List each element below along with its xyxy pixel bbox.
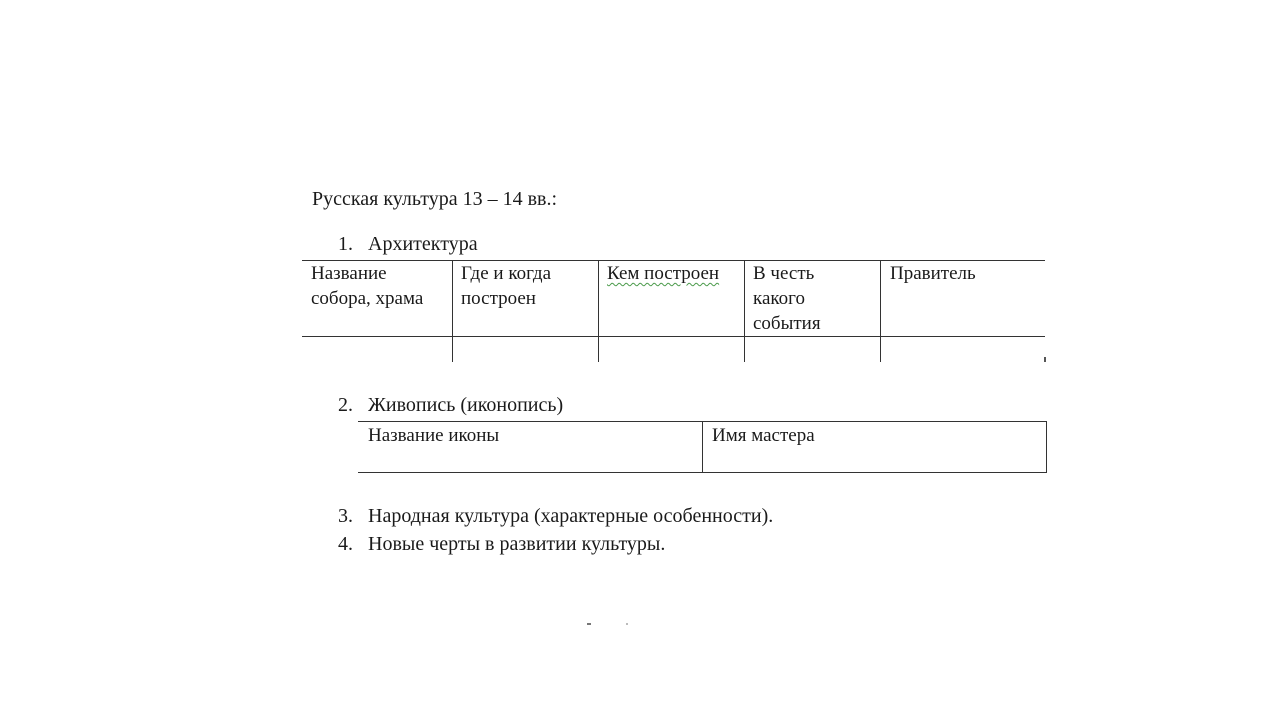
header-cell-built-by xyxy=(607,261,719,286)
section-label: Архитектура xyxy=(368,233,478,255)
section-architecture-heading xyxy=(338,231,478,257)
section-number: 2. xyxy=(338,394,353,416)
architecture-table xyxy=(302,260,1045,362)
header-line: Название xyxy=(311,263,387,284)
page-title: Русская культура 13 – 14 вв.: xyxy=(312,188,558,210)
section-label: Новые черты в развитии культуры. xyxy=(368,533,666,555)
table-row-divider xyxy=(302,336,1045,337)
header-cell-cathedral-name xyxy=(311,261,423,311)
header-cell-event xyxy=(753,261,821,336)
header-line: построен xyxy=(461,288,536,309)
header-cell-master-name: Имя мастера xyxy=(712,425,815,446)
section-label: Живопись (иконопись) xyxy=(368,394,564,416)
section-folk-culture-heading xyxy=(338,503,773,529)
column-divider xyxy=(880,260,881,362)
section-painting-heading xyxy=(338,392,563,418)
section-new-features-heading xyxy=(338,531,665,557)
column-divider xyxy=(744,260,745,362)
column-divider xyxy=(702,422,703,472)
section-label: Народная культура (характерные особенности). xyxy=(368,505,774,527)
stray-mark xyxy=(626,623,628,625)
header-line: Где и когда xyxy=(461,263,552,284)
stray-mark xyxy=(587,623,591,625)
header-line: В честь xyxy=(753,263,815,284)
header-line: какого xyxy=(753,288,805,309)
section-number: 1. xyxy=(338,233,353,255)
column-divider xyxy=(598,260,599,362)
header-line: собора, храма xyxy=(311,288,424,309)
header-cell-ruler xyxy=(890,261,976,286)
header-line: события xyxy=(753,313,821,334)
section-number: 4. xyxy=(338,533,353,555)
header-line: Правитель xyxy=(890,263,976,284)
table-edge-mark xyxy=(1044,357,1046,362)
icon-table xyxy=(358,421,1047,473)
column-divider xyxy=(452,260,453,362)
header-cell-icon-name: Название иконы xyxy=(368,425,500,446)
header-cell-where-when xyxy=(461,261,551,311)
section-number: 3. xyxy=(338,505,353,527)
header-line: Кем построен xyxy=(607,263,720,284)
